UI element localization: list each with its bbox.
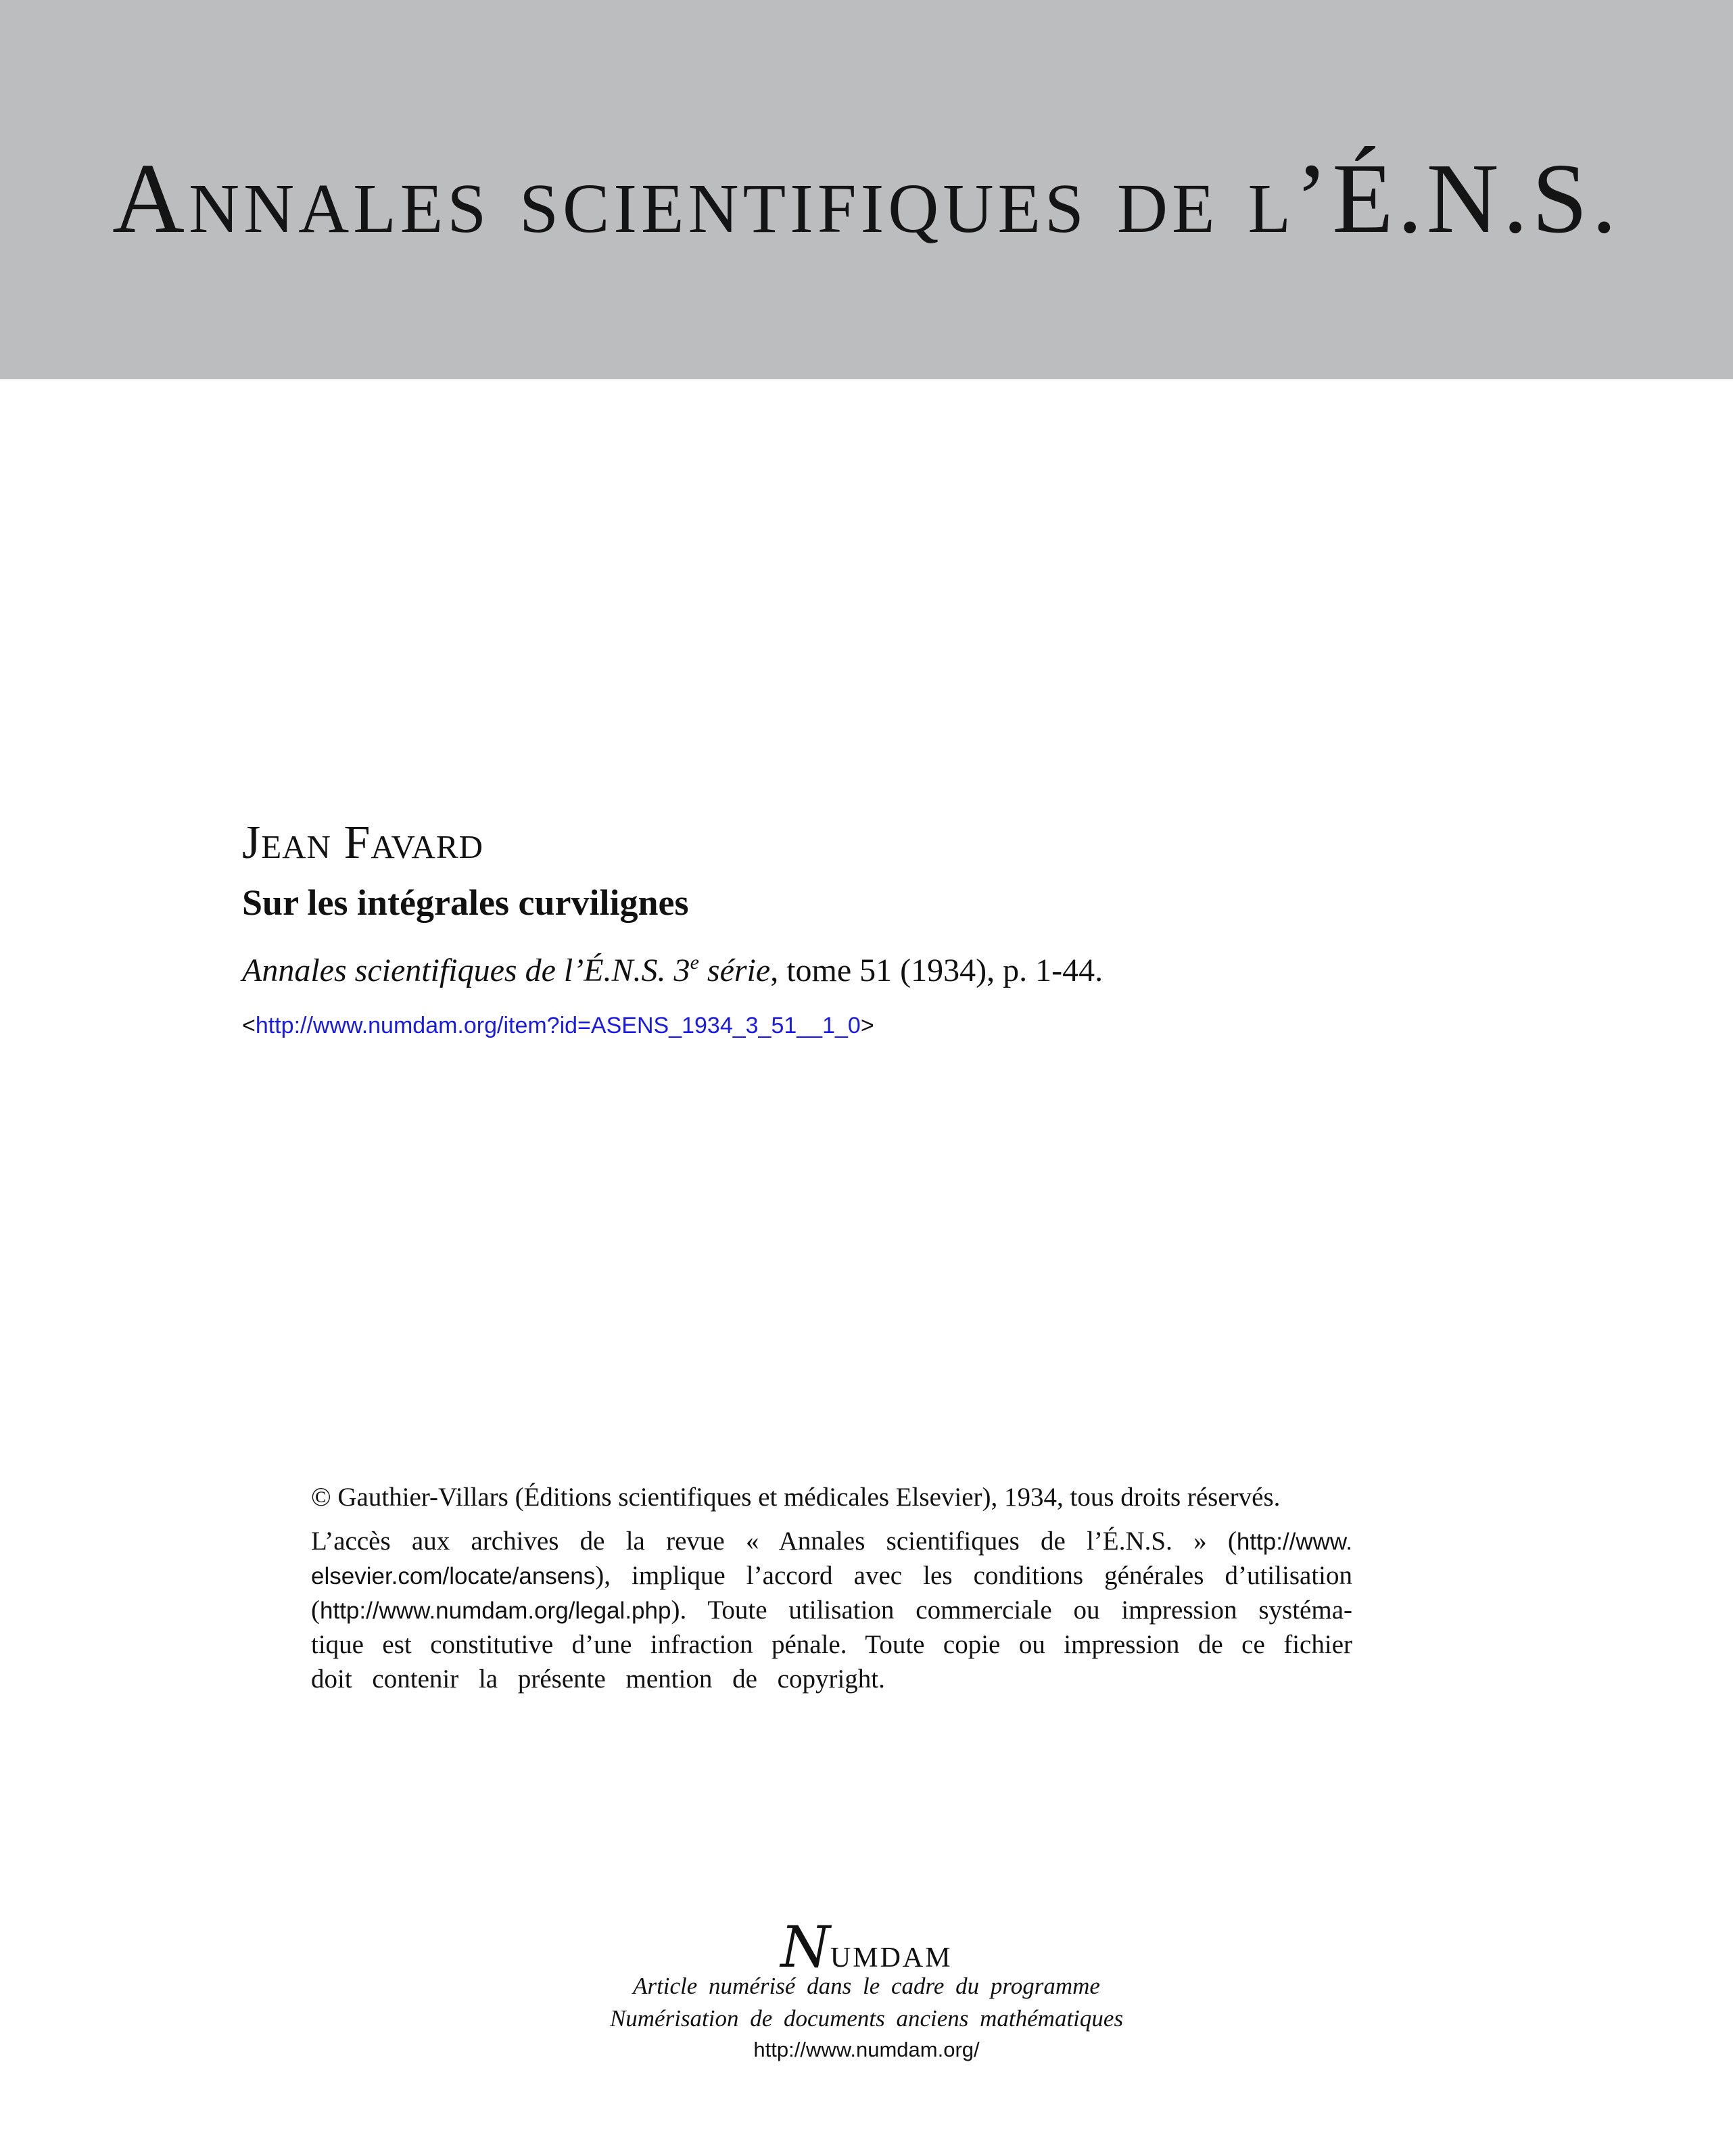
notice-line [311, 1524, 1352, 1558]
notice-text: tique est constitutive d’une infraction pénale. Toute copie ou impression de ce fichier [311, 1630, 1352, 1659]
notice-text: ), implique l’accord avec les conditions générales d’utilisation [595, 1561, 1352, 1590]
elsevier-url-part2[interactable]: elsevier.com/locate/ansens [311, 1563, 596, 1589]
article-author: Jean Favard [242, 817, 483, 869]
notice-line [311, 1662, 1352, 1696]
program-line-2: Numérisation de documents anciens mathématiques [609, 2005, 1124, 2032]
numdam-logo-initial: N [780, 1914, 830, 1980]
link-close-bracket: > [860, 1013, 874, 1038]
elsevier-url-part1[interactable]: http://www. [1236, 1529, 1352, 1555]
link-open-bracket: < [242, 1013, 256, 1038]
citation-journal: Annales scientifiques de l’É.N.S. 3 [242, 953, 690, 988]
article-permalink [242, 1014, 874, 1037]
copyright-notice: © Gauthier-Villars (Éditions scientifiques et médicales Elsevier), 1934, tous droits réservés. [311, 1483, 1281, 1512]
notice-text: ( [311, 1596, 320, 1625]
legal-terms-url[interactable]: http://www.numdam.org/legal.php [320, 1598, 671, 1624]
notice-line [311, 1558, 1352, 1593]
notice-line [311, 1593, 1352, 1627]
article-item-link[interactable]: http://www.numdam.org/item?id=ASENS_1934_3_51__1_0 [255, 1013, 861, 1038]
numdam-logo-rest: umdam [830, 1931, 953, 1975]
notice-text: doit contenir la présente mention de copyright. [311, 1664, 885, 1694]
article-title: Sur les intégrales curvilignes [242, 882, 689, 923]
citation-series-superscript: e [690, 951, 699, 974]
citation-details: , tome 51 (1934), p. 1-44. [770, 953, 1103, 988]
journal-title: Annales scientifiques de l’É.N.S. [112, 143, 1621, 254]
numdam-home-link[interactable]: http://www.numdam.org/ [753, 2038, 980, 2061]
program-line-1: Article numérisé dans le cadre du programme [633, 1973, 1100, 1999]
notice-text: L’accès aux archives de la revue « Annales scientifiques de l’É.N.S. » ( [311, 1527, 1237, 1556]
citation-series-word: série [698, 953, 771, 988]
article-citation [242, 951, 1103, 988]
notice-line [311, 1627, 1352, 1662]
usage-notice [311, 1524, 1352, 1696]
notice-text: ). Toute utilisation commerciale ou impression systéma- [671, 1596, 1352, 1625]
numdam-logo [0, 1914, 1733, 1980]
